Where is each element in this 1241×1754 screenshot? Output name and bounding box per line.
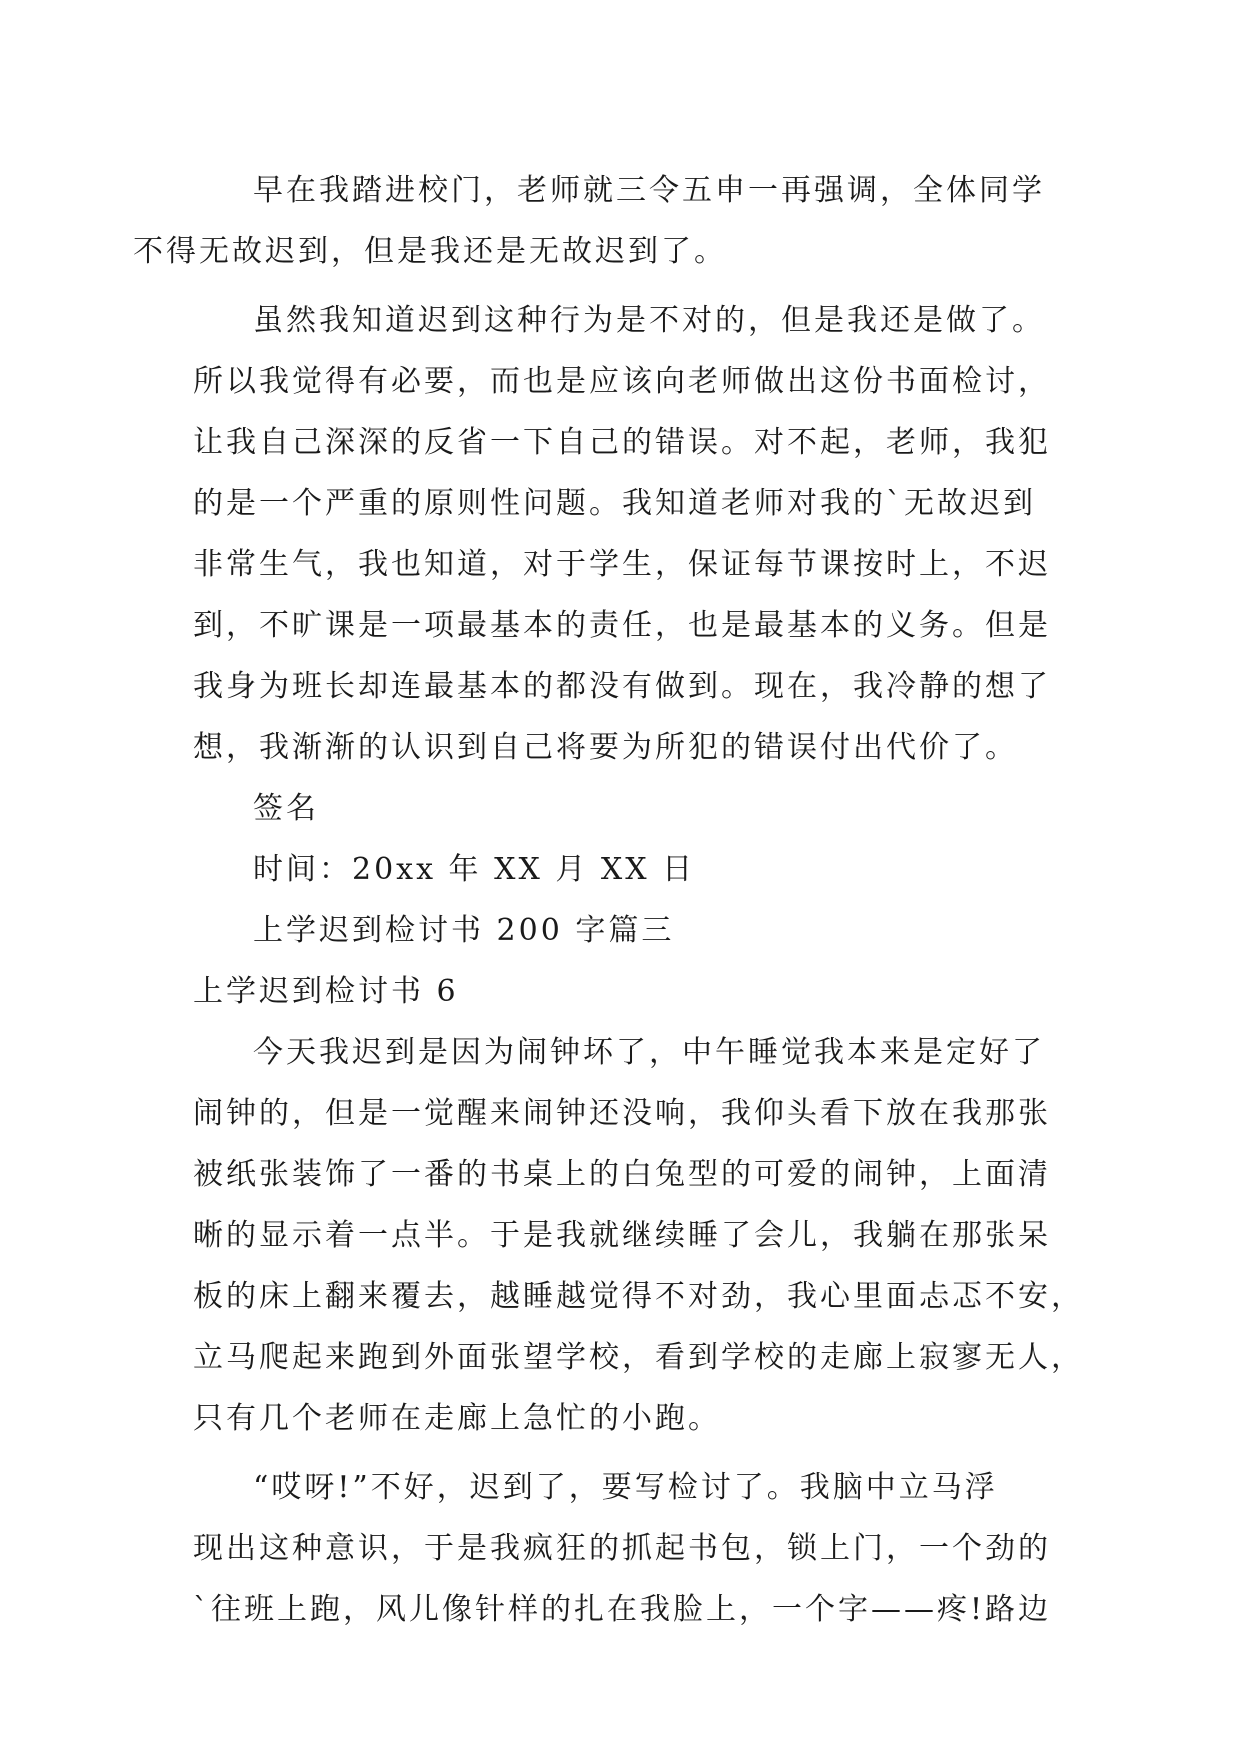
text-line: 的是一个严重的原则性问题。我知道老师对我的`无故迟到 — [193, 486, 1036, 521]
text-line: 晰的显示着一点半。于是我就继续睡了会儿，我躺在那张呆 — [193, 1218, 1051, 1253]
section-heading — [193, 900, 1061, 961]
text-line: 到，不旷课是一项最基本的责任，也是最基本的义务。但是 — [193, 608, 1051, 643]
text-line: 我身为班长却连最基本的都没有做到。现在，我冷静的想了 — [193, 669, 1051, 704]
article-title-text: 上学迟到检讨书 6 — [193, 974, 459, 1009]
text-line: 立马爬起来跑到外面张望学校，看到学校的走廊上寂寥无人， — [193, 1340, 1084, 1375]
date-line — [193, 839, 1061, 900]
text-line: “哎呀!”不好，迟到了，要写检讨了。我脑中立马浮 — [253, 1470, 998, 1505]
text-line: 非常生气，我也知道，对于学生，保证每节课按时上，不迟 — [193, 547, 1051, 582]
text-line: 闹钟的，但是一觉醒来闹钟还没响，我仰头看下放在我那张 — [193, 1096, 1051, 1131]
text-line: 不得无故迟到，但是我还是无故迟到了。 — [133, 234, 727, 269]
article-title — [193, 961, 1061, 1022]
date-text: 时间：20xx 年 XX 月 XX 日 — [253, 852, 696, 887]
text-line: 让我自己深深的反省一下自己的错误。对不起，老师，我犯 — [193, 425, 1051, 460]
text-line: 早在我踏进校门，老师就三令五申一再强调，全体同学 — [253, 173, 1045, 208]
paragraph-4 — [193, 1457, 1061, 1640]
text-line: 只有几个老师在走廊上急忙的小跑。 — [193, 1401, 721, 1436]
text-line: 现出这种意识，于是我疯狂的抓起书包，锁上门，一个劲的 — [193, 1531, 1051, 1566]
text-line: 今天我迟到是因为闹钟坏了，中午睡觉我本来是定好了 — [253, 1035, 1045, 1070]
paragraph-2 — [193, 290, 1061, 778]
text-line: 虽然我知道迟到这种行为是不对的，但是我还是做了。 — [253, 303, 1045, 338]
text-line: 想，我渐渐的认识到自己将要为所犯的错误付出代价了。 — [193, 730, 1018, 765]
text-line: `往班上跑，风儿像针样的扎在我脸上，一个字——疼!路边 — [193, 1592, 1052, 1627]
section-heading-text: 上学迟到检讨书 200 字篇三 — [253, 913, 675, 948]
text-line: 所以我觉得有必要，而也是应该向老师做出这份书面检讨， — [193, 364, 1051, 399]
paragraph-1 — [133, 160, 1061, 282]
document-body — [133, 160, 1084, 1640]
signature-line — [193, 778, 1061, 839]
paragraph-3 — [193, 1022, 1084, 1449]
text-line: 板的床上翻来覆去，越睡越觉得不对劲，我心里面忐忑不安， — [193, 1279, 1084, 1314]
text-line: 被纸张装饰了一番的书桌上的白兔型的可爱的闹钟，上面清 — [193, 1157, 1051, 1192]
signature-label: 签名 — [253, 791, 319, 826]
